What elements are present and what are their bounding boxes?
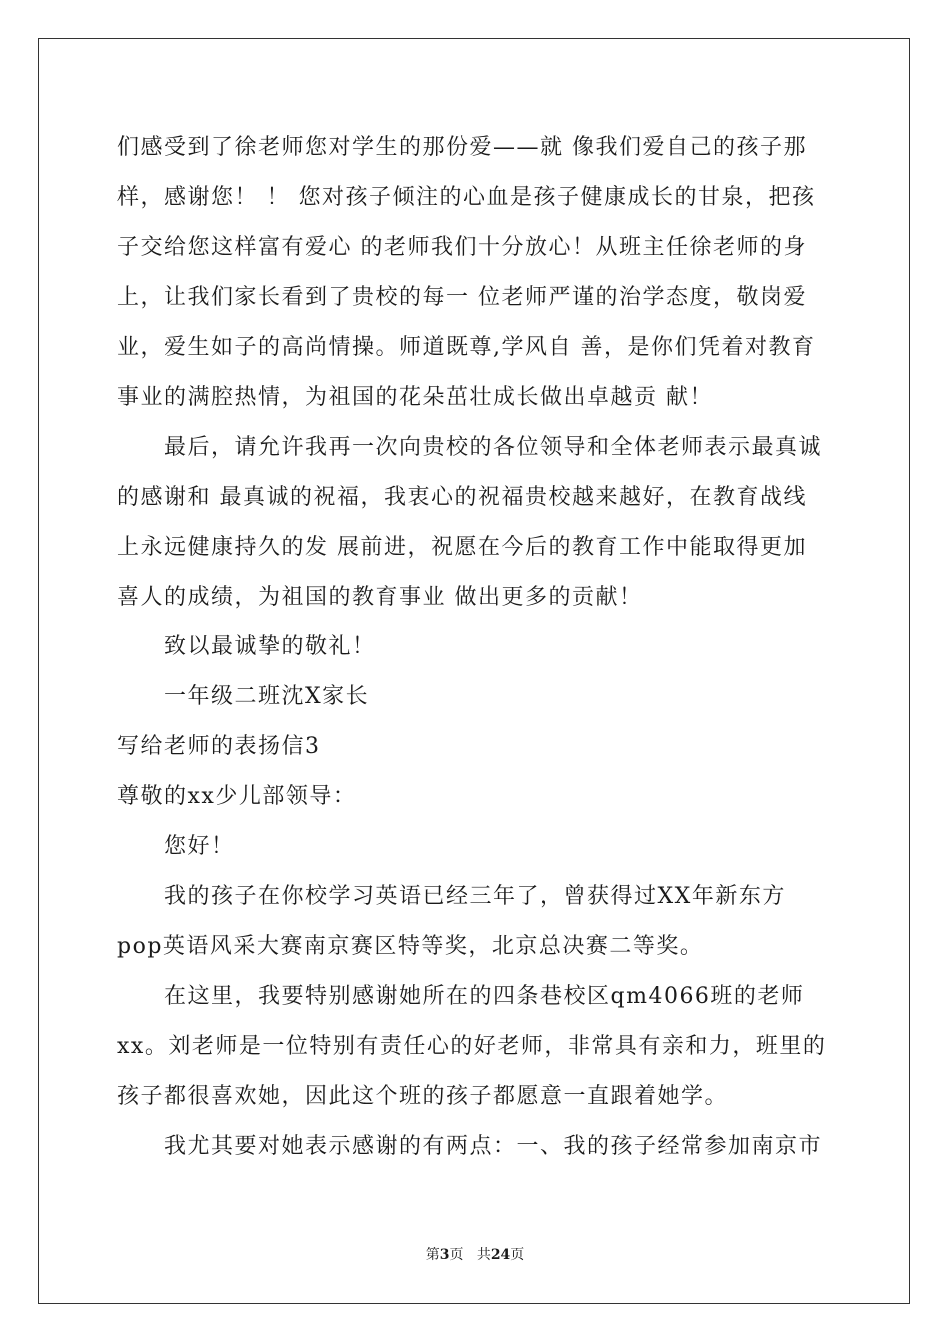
total-pages: 24 xyxy=(490,1247,511,1263)
total-prefix: 共 xyxy=(476,1247,491,1263)
text-line: 们感受到了徐老师您对学生的那份爱——就 像我们爱自己的孩子那 xyxy=(117,135,807,160)
text-line: 上，让我们家长看到了贵校的每一 位老师严谨的治学态度，敬岗爱 xyxy=(117,285,807,310)
text-line: 子交给您这样富有爱心 的老师我们十分放心！从班主任徐老师的身 xyxy=(117,235,807,260)
text-line: xx。刘老师是一位特别有责任心的好老师，非常具有亲和力，班里的 xyxy=(117,1034,827,1059)
text-line: 的感谢和 最真诚的祝福，我衷心的祝福贵校越来越好，在教育战线 xyxy=(117,485,807,510)
greeting: 您好！ xyxy=(164,834,235,859)
text-line: 事业的满腔热情，为祖国的花朵茁壮成长做出卓越贡 献！ xyxy=(117,385,713,410)
page-unit: 页 xyxy=(449,1247,464,1263)
page-footer xyxy=(0,1246,950,1264)
text-line: 致以最诚挚的敬礼！ xyxy=(164,634,376,659)
text-line: pop英语风采大赛南京赛区特等奖，北京总决赛二等奖。 xyxy=(117,934,704,959)
text-line: 孩子都很喜欢她，因此这个班的孩子都愿意一直跟着她学。 xyxy=(117,1084,729,1109)
text-line: 上永远健康持久的发 展前进，祝愿在今后的教育工作中能取得更加 xyxy=(117,535,807,560)
text-line: 业，爱生如子的高尚情操。师道既尊,学风自 善，是你们凭着对教育 xyxy=(117,335,816,360)
text-line: 最后，请允许我再一次向贵校的各位领导和全体老师表示最真诚 xyxy=(164,435,823,460)
signature-line: 一年级二班沈X家长 xyxy=(164,684,370,709)
total-unit: 页 xyxy=(510,1247,525,1263)
section-title: 写给老师的表扬信3 xyxy=(117,734,321,759)
page-number: 3 xyxy=(439,1247,450,1263)
text-line: 样，感谢您！ ！ 您对孩子倾注的心血是孩子健康成长的甘泉，把孩 xyxy=(117,185,816,210)
text-line: 我尤其要对她表示感谢的有两点：一、我的孩子经常参加南京市 xyxy=(164,1134,823,1159)
page-border xyxy=(38,38,910,1304)
salutation: 尊敬的xx少儿部领导： xyxy=(117,784,357,809)
page-prefix: 第 xyxy=(425,1247,440,1263)
text-line: 喜人的成绩，为祖国的教育事业 做出更多的贡献！ xyxy=(117,585,643,610)
text-line: 我的孩子在你校学习英语已经三年了，曾获得过XX年新东方 xyxy=(164,884,786,909)
text-line: 在这里，我要特别感谢她所在的四条巷校区qm4066班的老师 xyxy=(164,984,805,1009)
